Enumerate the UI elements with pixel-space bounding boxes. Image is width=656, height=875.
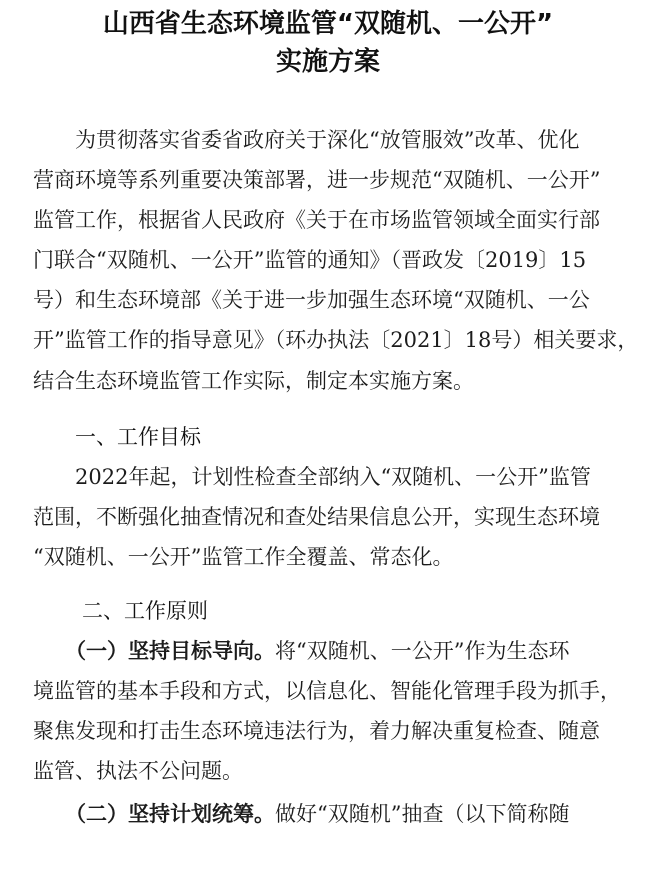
intro-line: 号）和生态环境部《关于进一步加强生态环境“双随机、一公 bbox=[33, 288, 590, 312]
principle-item-2-first-line bbox=[65, 800, 569, 828]
document-title-line-1: 山西省生态环境监管“双随机、一公开” bbox=[102, 9, 554, 39]
intro-line: 营商环境等系列重要决策部署，进一步规范“双随机、一公开” bbox=[33, 168, 601, 192]
intro-line: 门联合“双随机、一公开”监管的通知》（晋政发〔2019〕15 bbox=[33, 248, 587, 272]
section-heading-work-principles: 二、工作原则 bbox=[82, 599, 208, 623]
principle-item-1-line: 监管、执法不公问题。 bbox=[33, 759, 243, 783]
principle-item-1-line: 聚焦发现和打击生态环境违法行为，着力解决重复检查、随意 bbox=[33, 719, 600, 743]
intro-line: 为贯彻落实省委省政府关于深化“放管服效”改革、优化 bbox=[75, 128, 580, 152]
intro-line: 结合生态环境监管工作实际，制定本实施方案。 bbox=[33, 369, 474, 393]
intro-line: 监管工作，根据省人民政府《关于在市场监管领域全面实行部 bbox=[33, 208, 600, 232]
principle-item-2-title: （二）坚持计划统筹。 bbox=[65, 802, 275, 826]
principle-item-1-line: 境监管的基本手段和方式，以信息化、智能化管理手段为抓手， bbox=[33, 679, 621, 703]
intro-line: 开”监管工作的指导意见》（环办执法〔2021〕18号）相关要求， bbox=[33, 328, 639, 352]
principle-item-2-text: 做好“双随机”抽查（以下简称随 bbox=[275, 802, 570, 826]
principle-item-1-first-line bbox=[65, 637, 569, 665]
section1-line: “双随机、一公开”监管工作全覆盖、常态化。 bbox=[33, 545, 454, 569]
document-title-line-2: 实施方案 bbox=[275, 47, 380, 77]
section1-line: 2022年起，计划性检查全部纳入“双随机、一公开”监管 bbox=[75, 465, 591, 489]
section-heading-work-goals: 一、工作目标 bbox=[75, 425, 201, 449]
principle-item-1-text: 将“双随机、一公开”作为生态环 bbox=[275, 639, 570, 663]
section1-line: 范围，不断强化抽查情况和查处结果信息公开，实现生态环境 bbox=[33, 505, 600, 529]
principle-item-1-title: （一）坚持目标导向。 bbox=[65, 639, 275, 663]
